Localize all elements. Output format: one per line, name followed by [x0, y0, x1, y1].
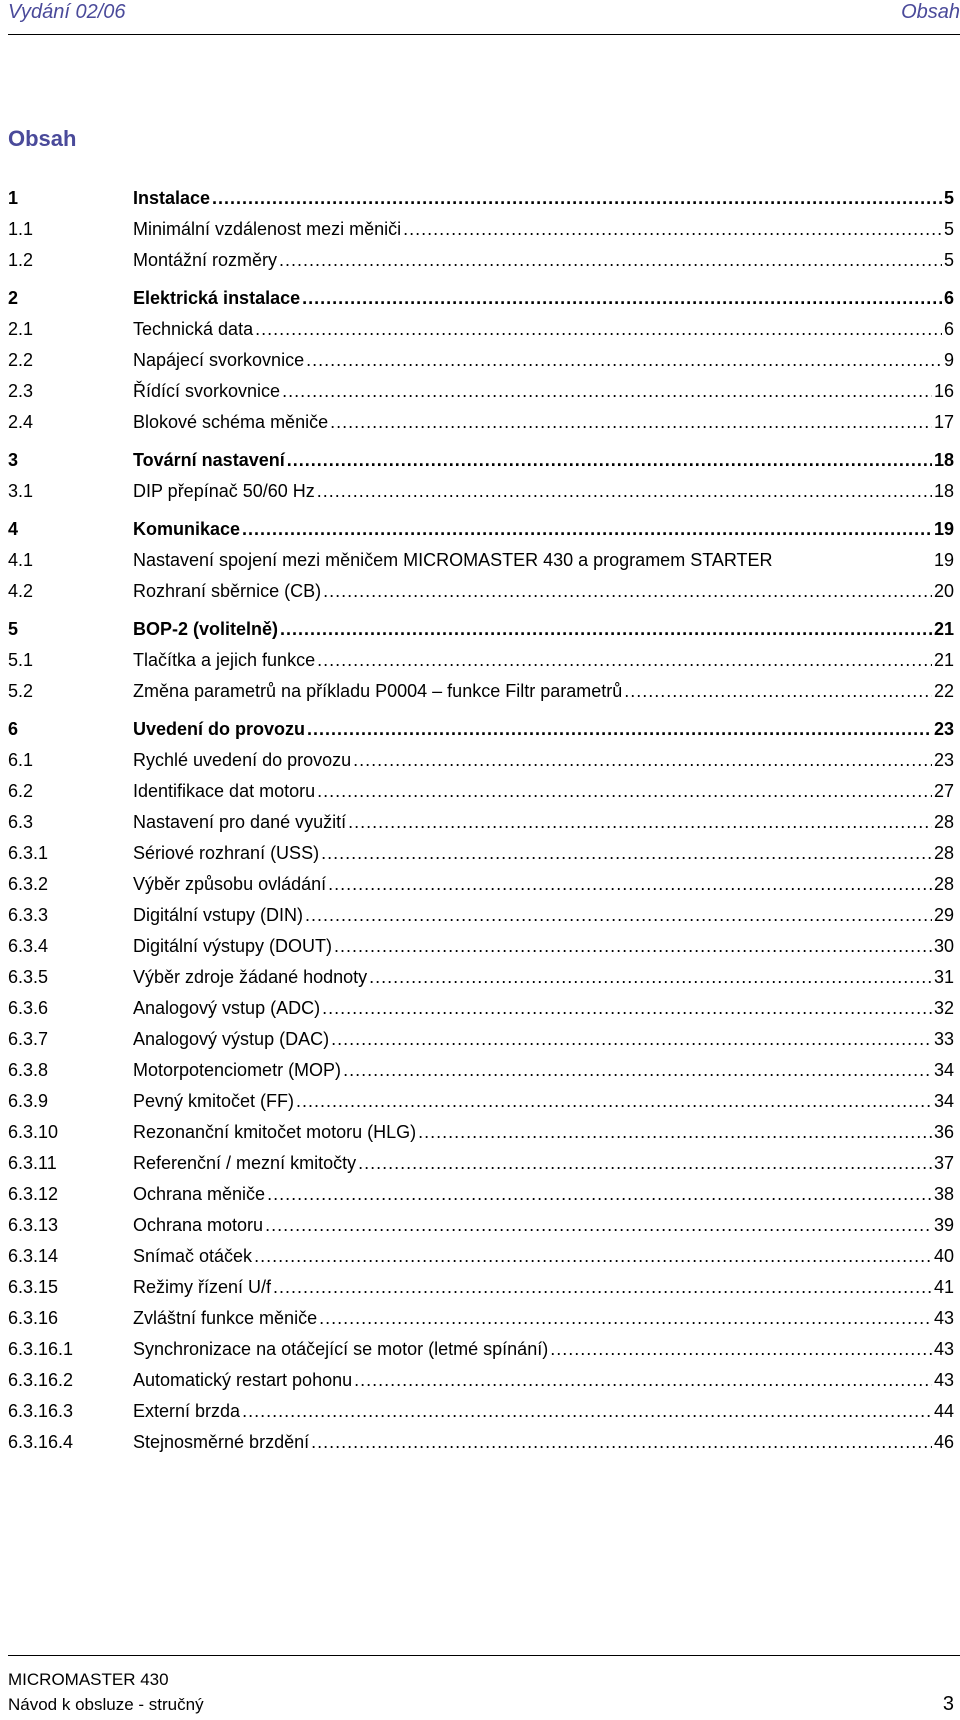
toc-entry[interactable]: [8, 216, 954, 242]
toc-leader-dots: [287, 447, 932, 473]
toc-entry-number: 6.3.5: [8, 967, 49, 987]
toc-entry[interactable]: [8, 995, 954, 1021]
toc-leader-dots: [242, 1398, 932, 1424]
toc-entry[interactable]: [8, 809, 954, 835]
toc-entry-number: 6.3.1: [8, 843, 49, 863]
page-title: Obsah: [8, 126, 77, 151]
toc-entry-number: 4.2: [8, 581, 34, 601]
toc-leader-dots: [317, 478, 932, 504]
toc-entry[interactable]: [8, 409, 954, 435]
toc-entry-number: 6.2: [8, 781, 34, 801]
toc-entry[interactable]: [8, 547, 954, 573]
toc-entry-number: 6.3.6: [8, 998, 49, 1018]
toc-entry-page: 6: [943, 288, 954, 308]
toc-entry[interactable]: [8, 1026, 954, 1052]
toc-entry-page: 37: [933, 1153, 954, 1173]
toc-entry-title: Ochrana motoru: [133, 1215, 264, 1235]
toc-leader-dots: [358, 1150, 932, 1176]
toc-leader-dots: [323, 578, 932, 604]
toc-entry[interactable]: [8, 1398, 954, 1424]
toc-entry-page: 43: [933, 1370, 954, 1390]
toc-leader-dots: [296, 1088, 932, 1114]
toc-entry-number: 6.3.4: [8, 936, 49, 956]
toc-entry-page: 30: [933, 936, 954, 956]
toc-entry-page: 38: [933, 1184, 954, 1204]
toc-entry[interactable]: [8, 185, 954, 211]
toc-entry-title: Analogový vstup (ADC): [133, 998, 321, 1018]
toc-entry[interactable]: [8, 247, 954, 273]
toc-entry-number: 6.3.11: [8, 1153, 57, 1173]
toc-entry-page: 41: [933, 1277, 954, 1297]
toc-entry-title: Minimální vzdálenost mezi měniči: [133, 219, 402, 239]
toc-entry-page: 28: [933, 812, 954, 832]
toc-entry-page: 5: [943, 188, 954, 208]
toc-entry[interactable]: [8, 902, 954, 928]
toc-entry[interactable]: [8, 933, 954, 959]
toc-entry-number: 6.1: [8, 750, 34, 770]
footer-document: Návod k obsluze - stručný: [8, 1695, 204, 1714]
toc-entry-number: 3.1: [8, 481, 34, 501]
toc-entry-title: Pevný kmitočet (FF): [133, 1091, 295, 1111]
toc-entry-page: 46: [933, 1432, 954, 1452]
toc-entry-title: Režimy řízení U/f: [133, 1277, 272, 1297]
toc-entry-page: 43: [933, 1339, 954, 1359]
toc-entry-number: 6.3.15: [8, 1277, 59, 1297]
toc-entry-title: Ochrana měniče: [133, 1184, 266, 1204]
toc-entry[interactable]: [8, 647, 954, 673]
toc-entry[interactable]: [8, 347, 954, 373]
toc-entry[interactable]: [8, 1119, 954, 1145]
toc-leader-dots: [328, 871, 932, 897]
toc-entry-title: Synchronizace na otáčející se motor (letmé spínání): [133, 1339, 549, 1359]
toc-entry-title: Výběr zdroje žádané hodnoty: [133, 967, 368, 987]
toc-entry-number: 6.3.9: [8, 1091, 49, 1111]
toc-entry-title: Rezonanční kmitočet motoru (HLG): [133, 1122, 417, 1142]
toc-leader-dots: [242, 516, 932, 542]
toc-entry-number: 5.2: [8, 681, 34, 701]
toc-entry[interactable]: [8, 616, 954, 642]
toc-entry-number: 3: [8, 450, 19, 470]
toc-entry-page: 16: [933, 381, 954, 401]
toc-entry-title: Referenční / mezní kmitočty: [133, 1153, 357, 1173]
toc-entry[interactable]: [8, 1274, 954, 1300]
header-section: Obsah: [901, 1, 960, 23]
toc-entry-page: 19: [933, 550, 954, 570]
toc-entry-number: 4.1: [8, 550, 34, 570]
toc-leader-dots: [255, 316, 942, 342]
toc-entry-title: Digitální výstupy (DOUT): [133, 936, 333, 956]
toc-entry-title: Snímač otáček: [133, 1246, 253, 1266]
toc-leader-dots: [321, 840, 932, 866]
toc-entry[interactable]: [8, 1150, 954, 1176]
toc-entry-number: 4: [8, 519, 19, 539]
toc-entry-page: 20: [933, 581, 954, 601]
toc-entry-page: 23: [933, 750, 954, 770]
toc-entry-title: Sériové rozhraní (USS): [133, 843, 320, 863]
toc-entry-title: Automatický restart pohonu: [133, 1370, 353, 1390]
toc-leader-dots: [322, 995, 932, 1021]
toc-entry-page: 5: [943, 219, 954, 239]
toc-entry-page: 28: [933, 874, 954, 894]
toc-entry-page: 23: [933, 719, 954, 739]
toc-leader-dots: [306, 347, 942, 373]
toc-entry[interactable]: [8, 778, 954, 804]
toc-leader-dots: [317, 778, 932, 804]
toc-entry-title: Napájecí svorkovnice: [133, 350, 305, 370]
toc-entry-page: 9: [943, 350, 954, 370]
toc-entry-number: 6: [8, 719, 19, 739]
toc-entry-page: 34: [933, 1060, 954, 1080]
toc-entry-number: 6.3.13: [8, 1215, 59, 1235]
toc-entry-title: DIP přepínač 50/60 Hz: [133, 481, 315, 501]
toc-leader-dots: [343, 1057, 932, 1083]
toc-entry-page: 19: [933, 519, 954, 539]
toc-entry-number: 6.3.16.2: [8, 1370, 74, 1390]
toc-entry[interactable]: [8, 1305, 954, 1331]
toc-entry-title: Nastavení spojení mezi měničem MICROMASTER 430 a programem STARTER: [133, 550, 773, 570]
toc-leader-dots: [624, 678, 932, 704]
toc-leader-dots: [305, 902, 932, 928]
toc-entry-title: Instalace: [133, 188, 211, 208]
toc-entry-title: Analogový výstup (DAC): [133, 1029, 330, 1049]
toc-entry[interactable]: [8, 516, 954, 542]
toc-entry-page: 32: [933, 998, 954, 1018]
toc-entry-title: Rychlé uvedení do provozu: [133, 750, 352, 770]
page-number: 3: [942, 1693, 954, 1715]
toc-entry-number: 6.3.8: [8, 1060, 49, 1080]
header-edition: Vydání 02/06: [8, 1, 126, 23]
toc-entry-number: 2.1: [8, 319, 34, 339]
toc-entry-number: 6.3.2: [8, 874, 49, 894]
toc-entry-number: 6.3.12: [8, 1184, 59, 1204]
toc-entry-number: 6.3.16.4: [8, 1432, 74, 1452]
toc-entry[interactable]: [8, 378, 954, 404]
toc-entry-number: 6.3.16: [8, 1308, 59, 1328]
toc-leader-dots: [331, 1026, 932, 1052]
toc-entry[interactable]: [8, 871, 954, 897]
toc-entry-number: 6.3: [8, 812, 34, 832]
toc-entry[interactable]: [8, 316, 954, 342]
toc-entry-title: Externí brzda: [133, 1401, 241, 1421]
toc-entry[interactable]: [8, 747, 954, 773]
toc-entry-page: 34: [933, 1091, 954, 1111]
toc-entry[interactable]: [8, 1429, 954, 1455]
toc-entry-title: Nastavení pro dané využití: [133, 812, 347, 832]
toc-entry[interactable]: [8, 840, 954, 866]
toc-entry-title: Komunikace: [133, 519, 241, 539]
toc-entry-number: 6.3.10: [8, 1122, 59, 1142]
toc-entry-number: 2.4: [8, 412, 34, 432]
toc-entry-number: 6.3.16.3: [8, 1401, 74, 1421]
toc-entry-page: 28: [933, 843, 954, 863]
toc-entry-title: BOP-2 (volitelně): [133, 619, 279, 639]
toc-entry-number: 1: [8, 188, 19, 208]
toc-entry-title: Uvedení do provozu: [133, 719, 306, 739]
toc-entry-number: 2: [8, 288, 19, 308]
toc-leader-dots: [282, 378, 932, 404]
toc-leader-dots: [302, 285, 942, 311]
toc-entry-title: Tovární nastavení: [133, 450, 285, 470]
toc-entry-number: 2.2: [8, 350, 34, 370]
toc-leader-dots: [319, 1305, 932, 1331]
toc-entry-title: Identifikace dat motoru: [133, 781, 316, 801]
toc-entry-title: Montážní rozměry: [133, 250, 278, 270]
toc-entry-title: Rozhraní sběrnice (CB): [133, 581, 322, 601]
toc-entry[interactable]: [8, 716, 954, 742]
toc-leader-dots: [280, 616, 932, 642]
toc-entry-page: 36: [933, 1122, 954, 1142]
toc-entry-page: 40: [933, 1246, 954, 1266]
toc-leader-dots: [330, 409, 932, 435]
toc-entry[interactable]: [8, 447, 954, 473]
toc-leader-dots: [550, 1336, 932, 1362]
toc-entry[interactable]: [8, 964, 954, 990]
toc-entry-title: Změna parametrů na příkladu P0004 – funkce Filtr parametrů: [133, 681, 623, 701]
toc-entry-title: Digitální vstupy (DIN): [133, 905, 304, 925]
toc-entry[interactable]: [8, 1088, 954, 1114]
toc-entry-page: 22: [933, 681, 954, 701]
toc-leader-dots: [348, 809, 932, 835]
toc-leader-dots: [267, 1181, 932, 1207]
toc-entry-title: Elektrická instalace: [133, 288, 301, 308]
toc-entry-page: 18: [933, 481, 954, 501]
toc-entry[interactable]: [8, 1243, 954, 1269]
toc-entry-page: 6: [943, 319, 954, 339]
toc-entry-number: 6.3.3: [8, 905, 49, 925]
toc-entry-title: Stejnosměrné brzdění: [133, 1432, 310, 1452]
toc-entry-title: Technická data: [133, 319, 254, 339]
toc-entry-number: 1.1: [8, 219, 34, 239]
toc-leader-dots: [418, 1119, 932, 1145]
toc-entry-title: Tlačítka a jejich funkce: [133, 650, 316, 670]
toc-leader-dots: [353, 747, 932, 773]
toc-entry-number: 5: [8, 619, 19, 639]
toc-entry-number: 2.3: [8, 381, 34, 401]
toc-leader-dots: [307, 716, 932, 742]
toc-leader-dots: [403, 216, 942, 242]
toc-leader-dots: [311, 1429, 932, 1455]
toc-leader-dots: [212, 185, 942, 211]
toc-leader-dots: [369, 964, 932, 990]
toc-entry-page: 21: [933, 619, 954, 639]
toc-entry[interactable]: [8, 478, 954, 504]
toc-entry-page: 18: [933, 450, 954, 470]
toc-entry[interactable]: [8, 578, 954, 604]
toc-entry[interactable]: [8, 1181, 954, 1207]
page-header: [8, 0, 960, 35]
toc-entry[interactable]: [8, 678, 954, 704]
toc-entry-title: Motorpotenciometr (MOP): [133, 1060, 342, 1080]
toc-entry-page: 39: [933, 1215, 954, 1235]
toc-leader-dots: [334, 933, 932, 959]
toc-entry-page: 44: [933, 1401, 954, 1421]
toc-leader-dots: [279, 247, 942, 273]
toc-entry-title: Výběr způsobu ovládání: [133, 874, 327, 894]
toc-entry[interactable]: [8, 1057, 954, 1083]
footer-product: MICROMASTER 430: [8, 1670, 169, 1689]
page-footer: [8, 1655, 960, 1720]
toc-entry[interactable]: [8, 1336, 954, 1362]
toc-leader-dots: [273, 1274, 932, 1300]
toc-entry-title: Zvláštní funkce měniče: [133, 1308, 318, 1328]
toc-entry-page: 43: [933, 1308, 954, 1328]
toc-entry-number: 5.1: [8, 650, 34, 670]
toc-leader-dots: [317, 647, 932, 673]
toc-entry-title: Blokové schéma měniče: [133, 412, 329, 432]
toc-entry-page: 31: [933, 967, 954, 987]
toc-leader-dots: [254, 1243, 932, 1269]
toc-entry-number: 6.3.7: [8, 1029, 49, 1049]
toc-entry-page: 21: [933, 650, 954, 670]
toc-entry[interactable]: [8, 285, 954, 311]
toc-entry-number: 6.3.16.1: [8, 1339, 74, 1359]
toc-entry-page: 29: [933, 905, 954, 925]
toc-entry-number: 1.2: [8, 250, 34, 270]
toc-entry-number: 6.3.14: [8, 1246, 59, 1266]
toc-entry-page: 5: [943, 250, 954, 270]
toc-leader-dots: [265, 1212, 932, 1238]
toc-entry-page: 17: [933, 412, 954, 432]
toc-entry-page: 27: [933, 781, 954, 801]
toc-entry[interactable]: [8, 1367, 954, 1393]
toc-leader-dots: [354, 1367, 932, 1393]
toc-entry-title: Řídící svorkovnice: [133, 381, 281, 401]
toc-entry-page: 33: [933, 1029, 954, 1049]
toc-entry[interactable]: [8, 1212, 954, 1238]
